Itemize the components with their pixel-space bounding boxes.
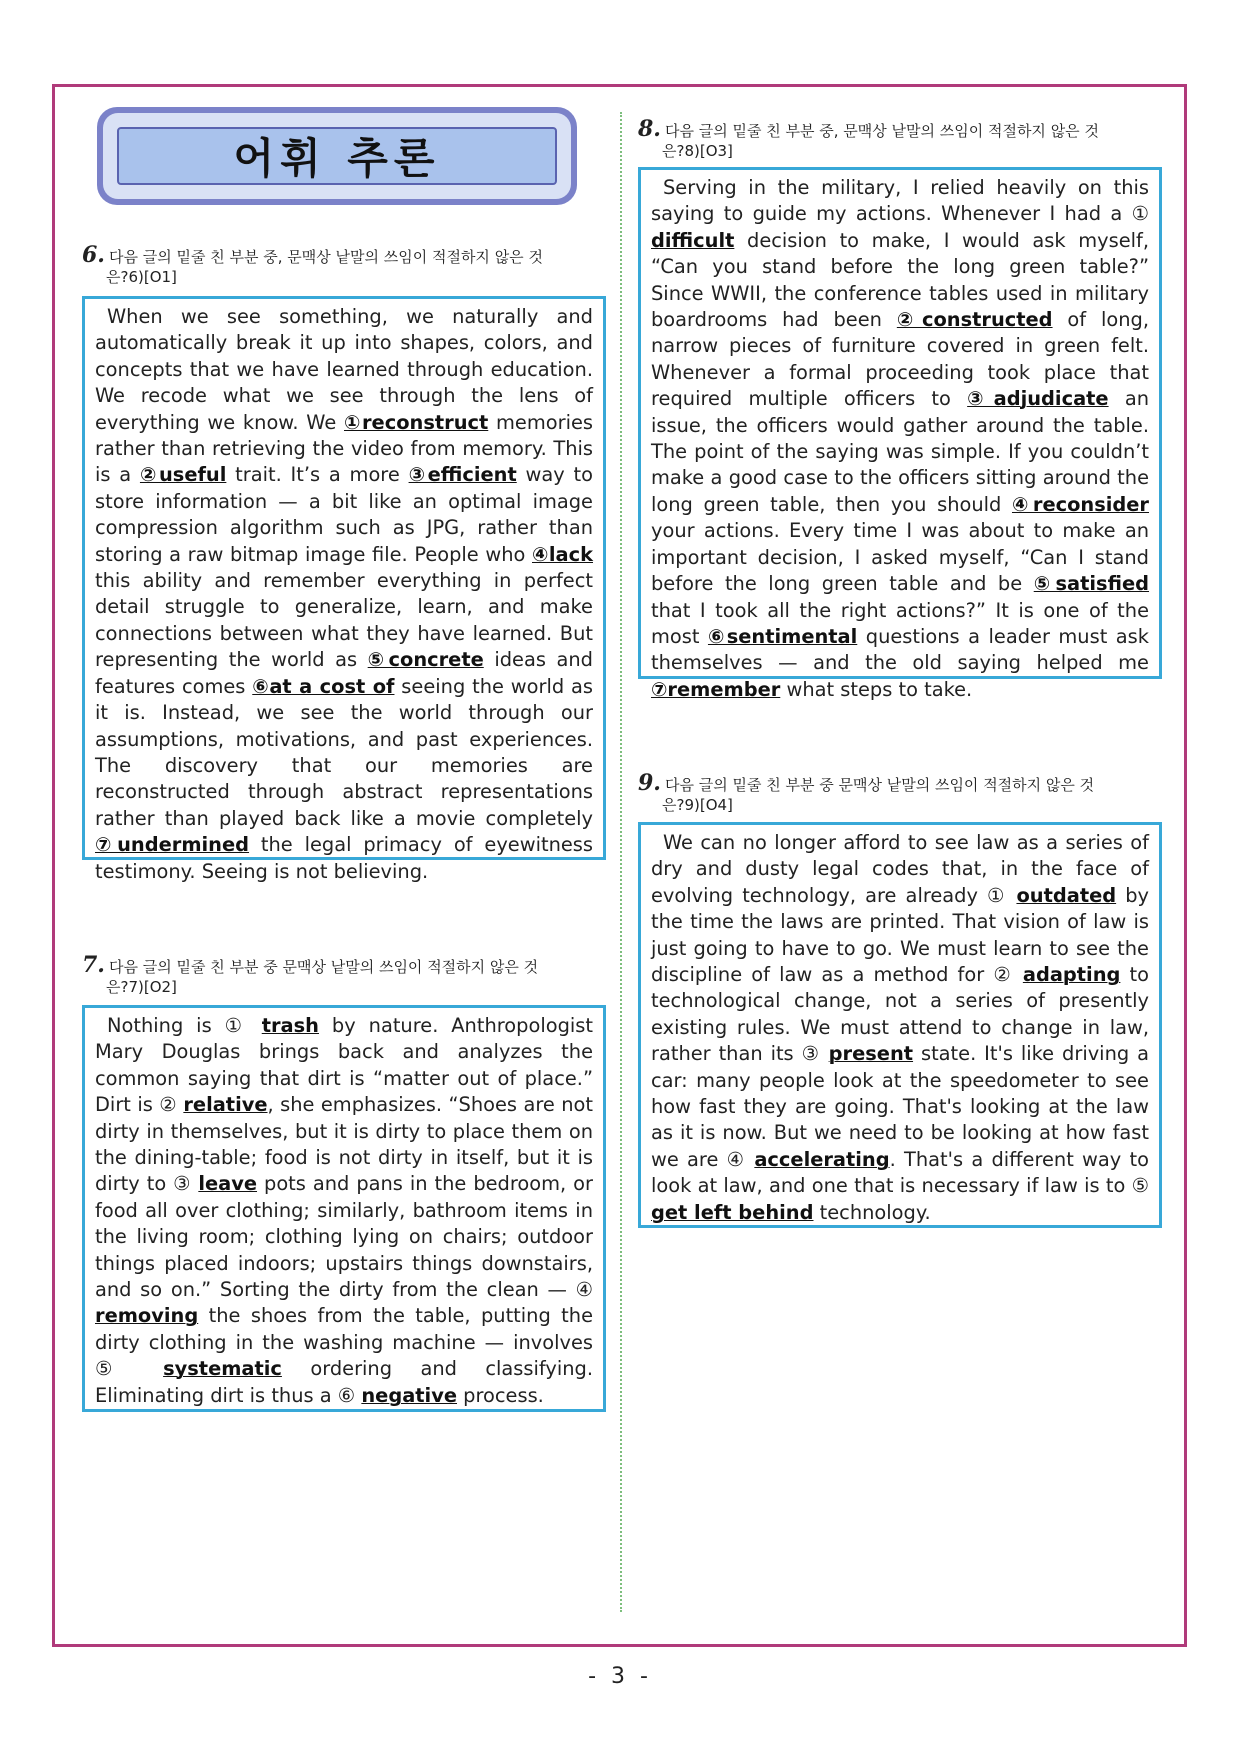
question-number: 6. <box>82 242 105 268</box>
passage-text: technology. <box>813 1200 931 1224</box>
passage-text: of long, narrow pieces of furniture covered in green felt. Whenever a formal proceeding took place that required multiple officers to <box>651 308 1150 411</box>
prompt-text: 다음 글의 밑줄 친 부분 중 문맥상 낱말의 쓰임이 적절하지 않은 것 <box>108 958 539 976</box>
underlined-choice: get left behind <box>651 1200 814 1224</box>
question-7-passage <box>82 1005 606 1412</box>
underlined-choice: ⑤concrete <box>367 648 484 672</box>
passage-text: by the time the laws are printed. That vision of law is just going to have to go. We must learn to see the discipline of law as a method for ② <box>651 883 1149 987</box>
prompt-text-cont: 은?6)[O1] <box>106 268 177 286</box>
section-title-banner <box>97 107 577 205</box>
passage-text: the shoes from the table, putting the dirty clothing in the washing machine — involves ⑤ <box>95 1304 593 1381</box>
passage-text: to technological change, not a series of presently existing rules. We must attend to change in law, rather than its ③ <box>651 963 1149 1066</box>
passage-text: ideas and features comes <box>95 648 593 698</box>
underlined-choice: accelerating <box>754 1147 890 1171</box>
question-8-prompt <box>638 116 1162 161</box>
underlined-choice: ③adjudicate <box>967 387 1109 411</box>
prompt-text: 다음 글의 밑줄 친 부분 중, 문맥상 낱말의 쓰임이 적절하지 않은 것 <box>664 122 1099 140</box>
underlined-choice: present <box>828 1042 914 1066</box>
underlined-choice: ③efficient <box>408 463 517 487</box>
underlined-choice: leave <box>198 1172 258 1196</box>
passage-text: that I took all the right actions?” It is one of the most <box>651 598 1149 648</box>
underlined-choice: adapting <box>1022 963 1121 987</box>
question-number: 8. <box>638 116 661 142</box>
prompt-text: 다음 글의 밑줄 친 부분 중 문맥상 낱말의 쓰임이 적절하지 않은 것 <box>664 776 1095 794</box>
underlined-choice: ⑦remember <box>651 677 781 701</box>
underlined-choice: ⑦undermined <box>95 833 250 857</box>
passage-text: your actions. Every time I was about to make an important decision, I asked myself, “Can I stand before the long green table and be <box>651 519 1149 596</box>
passage-text: what steps to take. <box>780 677 973 701</box>
underlined-choice: systematic <box>163 1357 282 1381</box>
underlined-choice: ⑥at a cost of <box>252 674 395 698</box>
question-number: 7. <box>82 952 105 978</box>
underlined-choice: difficult <box>651 228 735 252</box>
underlined-choice: trash <box>261 1014 319 1037</box>
underlined-choice: relative <box>183 1093 268 1117</box>
prompt-text-cont: 은?9)[O4] <box>662 796 733 814</box>
underlined-choice: ⑤satisfied <box>1033 572 1150 596</box>
underlined-choice: negative <box>361 1383 457 1407</box>
passage-text: questions a leader must ask themselves — and the old saying helped me <box>651 624 1149 675</box>
underlined-choice: ①reconstruct <box>344 410 489 434</box>
passage-text: , she emphasizes. “Shoes are not dirty in themselves, but it is dirty to place them on the dining-table; food is not dirty in itself, but it is dirty to ③ <box>95 1093 593 1196</box>
passage-text: an issue, the officers would gather around the table. The point of the saying was simple. If you couldn’t make a good case to the officers sitting around the long green table, then you should <box>651 387 1149 516</box>
passage-text: decision to make, I would ask myself, “Can you stand before the long green table?” Since WWII, the conference tables used in military boardrooms had been <box>651 228 1149 332</box>
passage-text: this ability and remember everything in perfect detail struggle to generalize, learn, and make connections between what they have learned. But representing the world as <box>95 569 593 672</box>
passage-text: state. It's like driving a car: many people look at the speedometer to see how fast they are going. That's looking at the law as it is now. But we need to be looking at how fast we are ④ <box>651 1042 1149 1171</box>
question-9-passage <box>638 822 1162 1228</box>
underlined-choice: ⑥sentimental <box>707 624 858 648</box>
page-title: 어휘 추론 <box>117 127 557 185</box>
underlined-choice: ④lack <box>532 542 593 566</box>
passage-text: We can no longer afford to see law as a series of dry and dusty legal codes that, in the face of evolving technology, are already ① <box>651 831 1149 907</box>
passage-text: Serving in the military, I relied heavily on this saying to guide my actions. Whenever I had a ① <box>651 176 1149 226</box>
passage-text: . That's a different way to look at law, and one that is necessary if law is to ⑤ <box>651 1147 1149 1198</box>
prompt-text-cont: 은?7)[O2] <box>106 978 177 996</box>
question-7-prompt <box>82 952 606 997</box>
underlined-choice: removing <box>95 1304 199 1328</box>
passage-text: the legal primacy of eyewitness testimony. Seeing is not believing. <box>95 833 593 883</box>
column-divider <box>620 112 622 1612</box>
passage-text: Nothing is ① <box>107 1014 262 1037</box>
question-9-prompt <box>638 770 1162 815</box>
passage-text: memories rather than retrieving the video from memory. This is a <box>95 410 593 487</box>
passage-text: process. <box>457 1383 544 1407</box>
passage-text: ordering and classifying. Eliminating dirt is thus a ⑥ <box>95 1357 593 1407</box>
question-number: 9. <box>638 770 661 796</box>
underlined-choice: ④reconsider <box>1011 492 1149 516</box>
passage-text: When we see something, we naturally and automatically break it up into shapes, colors, and concepts that we have learned through education. We recode what we see through the lens of everything we know. We <box>95 305 593 434</box>
underlined-choice: outdated <box>1016 883 1117 907</box>
page-number: - 3 - <box>588 1664 652 1689</box>
question-8-passage <box>638 167 1162 701</box>
question-6-prompt <box>82 242 606 287</box>
passage-text: seeing the world as it is. Instead, we see the world through our assumptions, motivations, and past experiences. The discovery that our memories are reconstructed through abstract representations rather than played back like a movie completely <box>95 674 593 830</box>
question-6-passage <box>82 296 606 883</box>
passage-text: trait. It’s a more <box>226 463 409 487</box>
prompt-text: 다음 글의 밑줄 친 부분 중, 문맥상 낱말의 쓰임이 적절하지 않은 것 <box>108 248 543 266</box>
passage-text: pots and pans in the bedroom, or food all over clothing; similarly, bathroom items in the living room; clothing lying on chairs; outdoor things placed indoors; upstairs things downstairs, and so on.” Sorting the dirty from the clean — ④ <box>95 1172 594 1302</box>
underlined-choice: ②constructed <box>896 308 1053 332</box>
prompt-text-cont: 은?8)[O3] <box>662 142 733 160</box>
passage-text: way to store information — a bit like an optimal image compression algorithm such as JPG, rather than storing a raw bitmap image file. People who <box>95 463 594 566</box>
passage-text: by nature. Anthropologist Mary Douglas brings back and analyzes the common saying that dirt is “matter out of place.” Dirt is ② <box>95 1014 593 1117</box>
underlined-choice: ②useful <box>139 463 227 487</box>
